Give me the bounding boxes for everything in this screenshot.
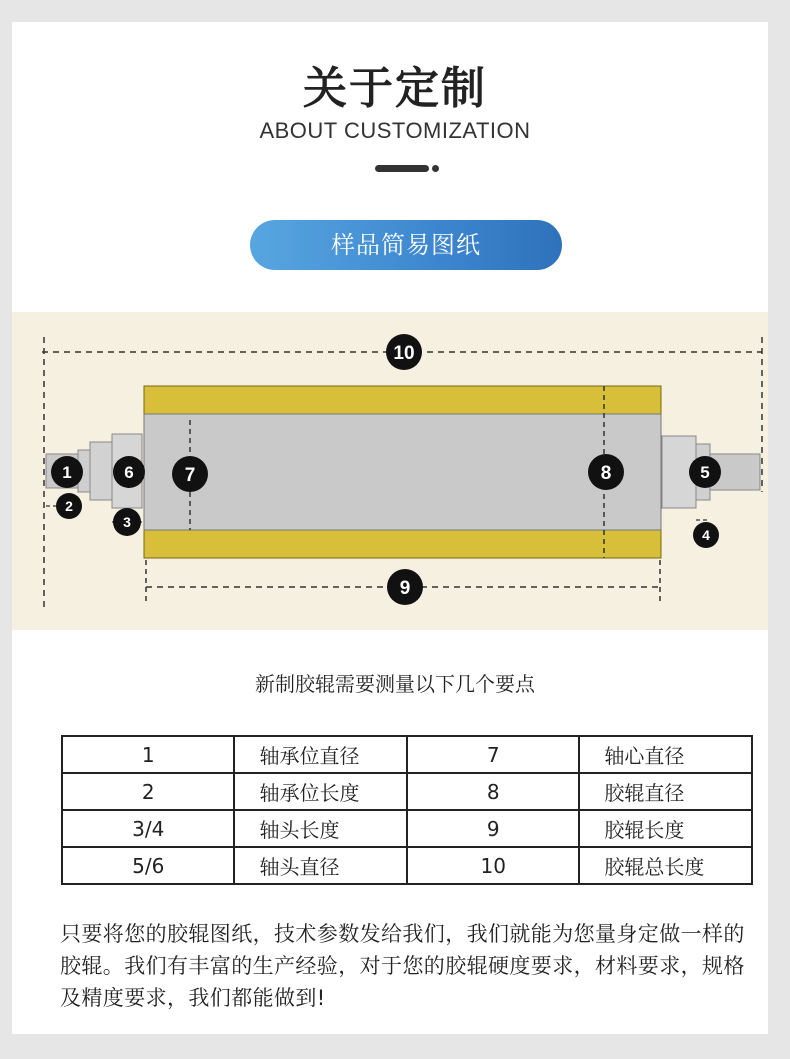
svg-text:3: 3 xyxy=(123,514,131,530)
cell-label: 胶辊直径 xyxy=(579,773,752,810)
marker-2 xyxy=(56,493,82,519)
cell-number: 9 xyxy=(407,810,579,847)
cell-number: 5/6 xyxy=(62,847,234,884)
svg-text:5: 5 xyxy=(700,463,710,482)
svg-text:10: 10 xyxy=(393,343,415,364)
svg-text:2: 2 xyxy=(65,498,73,514)
svg-text:4: 4 xyxy=(702,527,710,543)
cell-number: 3/4 xyxy=(62,810,234,847)
roller-diagram-svg xyxy=(12,312,768,630)
cell-number: 1 xyxy=(62,736,234,773)
svg-text:8: 8 xyxy=(600,463,612,484)
section-pill: 样品简易图纸 xyxy=(250,220,562,270)
marker-5 xyxy=(689,456,721,488)
marker-4 xyxy=(693,522,719,548)
roller-diagram xyxy=(12,312,768,630)
svg-text:1: 1 xyxy=(62,463,72,482)
cell-label: 轴承位直径 xyxy=(234,736,407,773)
marker-3 xyxy=(113,508,141,536)
cell-label: 胶辊总长度 xyxy=(579,847,752,884)
table-row xyxy=(62,773,752,810)
title-underline-dot xyxy=(432,165,439,172)
cell-label: 胶辊长度 xyxy=(579,810,752,847)
cell-number: 7 xyxy=(407,736,579,773)
marker-1 xyxy=(51,456,83,488)
table-row xyxy=(62,847,752,884)
cell-number: 2 xyxy=(62,773,234,810)
table-row xyxy=(62,736,752,773)
cell-label: 轴心直径 xyxy=(579,736,752,773)
svg-text:9: 9 xyxy=(399,578,411,599)
customization-note: 只要将您的胶辊图纸，技术参数发给我们，我们就能为您量身定做一样的胶辊。我们有丰富的生产经验，对于您的胶辊硬度要求，材料要求，规格及精度要求，我们都能做到! xyxy=(60,922,745,1010)
cell-number: 8 xyxy=(407,773,579,810)
cell-label: 轴承位长度 xyxy=(234,773,407,810)
marker-6 xyxy=(113,456,145,488)
page-title: 关于定制 xyxy=(303,63,487,114)
marker-9 xyxy=(387,569,423,605)
left-step-2 xyxy=(90,442,112,500)
measurement-caption: 新制胶辊需要测量以下几个要点 xyxy=(255,672,535,696)
cell-number: 10 xyxy=(407,847,579,884)
marker-10 xyxy=(386,334,422,370)
page-subtitle: ABOUT CUSTOMIZATION xyxy=(259,118,531,143)
marker-7 xyxy=(172,456,208,492)
marker-8 xyxy=(588,454,624,490)
cell-label: 轴头长度 xyxy=(234,810,407,847)
roller-core xyxy=(144,414,661,530)
title-underline xyxy=(375,165,429,172)
cell-label: 轴头直径 xyxy=(234,847,407,884)
spec-table xyxy=(61,735,753,885)
svg-text:6: 6 xyxy=(124,463,134,482)
table-row xyxy=(62,810,752,847)
svg-text:7: 7 xyxy=(184,465,196,486)
